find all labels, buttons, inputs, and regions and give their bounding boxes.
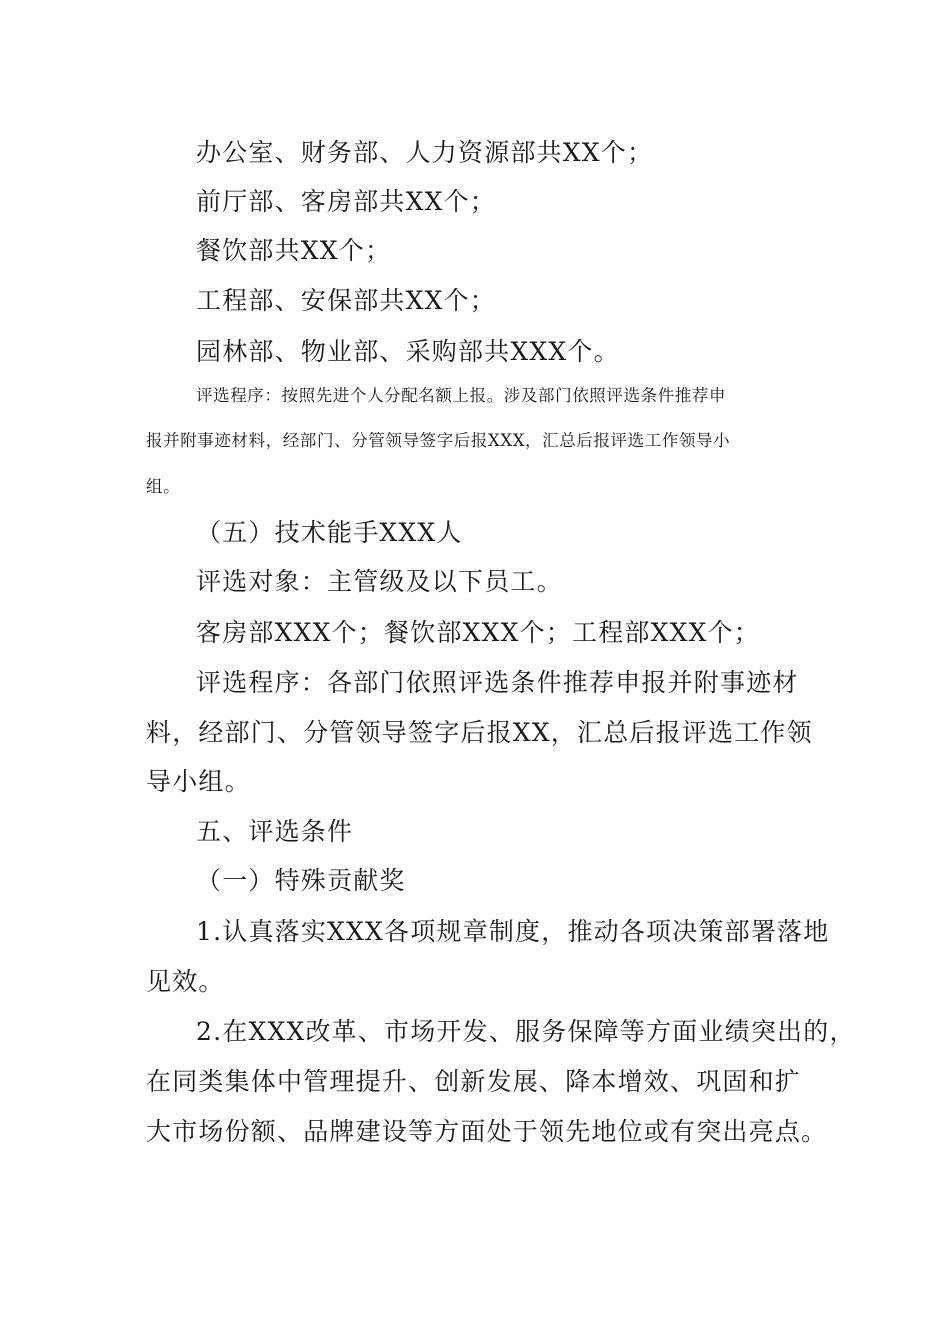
quota-line-garden: 园林部、物业部、采购部共XXX个。 <box>196 337 620 366</box>
procedure-line-2: 料，经部门、分管领导签字后报XX，汇总后报评选工作领 <box>146 718 813 747</box>
procedure-line-3: 导小组。 <box>146 767 251 796</box>
procedure-paragraph-line-3: 组。 <box>146 477 181 496</box>
criterion-1-line-1: 1.认真落实XXX各项规章制度，推动各项决策部署落地 <box>196 917 830 946</box>
procedure-paragraph-line-1: 评选程序：按照先进个人分配名额上报。涉及部门依照评选条件推荐申 <box>196 386 727 405</box>
department-quota-line: 客房部XXX个；餐饮部XXX个；工程部XXX个； <box>196 618 760 647</box>
selection-target-line: 评选对象：主管级及以下员工。 <box>196 567 563 596</box>
procedure-line-1: 评选程序：各部门依照评选条件推荐申报并附事迹材 <box>196 668 799 697</box>
subsection-heading-special-contribution: （一）特殊贡献奖 <box>196 866 406 895</box>
section-heading-selection-criteria: 五、评选条件 <box>196 817 354 846</box>
section-heading-technical-expert: （五）技术能手XXX人 <box>196 518 463 547</box>
procedure-paragraph-line-2: 报并附事迹材料，经部门、分管领导签字后报XXX，汇总后报评选工作领导小 <box>146 431 731 450</box>
quota-line-office: 办公室、财务部、人力资源部共XX个； <box>196 138 654 167</box>
quota-line-front-office: 前厅部、客房部共XX个； <box>196 187 496 216</box>
quota-line-engineering: 工程部、安保部共XX个； <box>196 286 496 315</box>
criterion-1-line-2: 见效。 <box>146 967 225 996</box>
quota-line-catering: 餐饮部共XX个； <box>196 236 392 265</box>
criterion-2-line-3: 大市场份额、品牌建设等方面处于领先地位或有突出亮点。 <box>146 1117 828 1146</box>
criterion-2-line-1: 2.在XXX改革、市场开发、服务保障等方面业绩突出的， <box>196 1017 856 1046</box>
criterion-2-line-2: 在同类集体中管理提升、创新发展、降本增效、巩固和扩 <box>146 1067 802 1096</box>
